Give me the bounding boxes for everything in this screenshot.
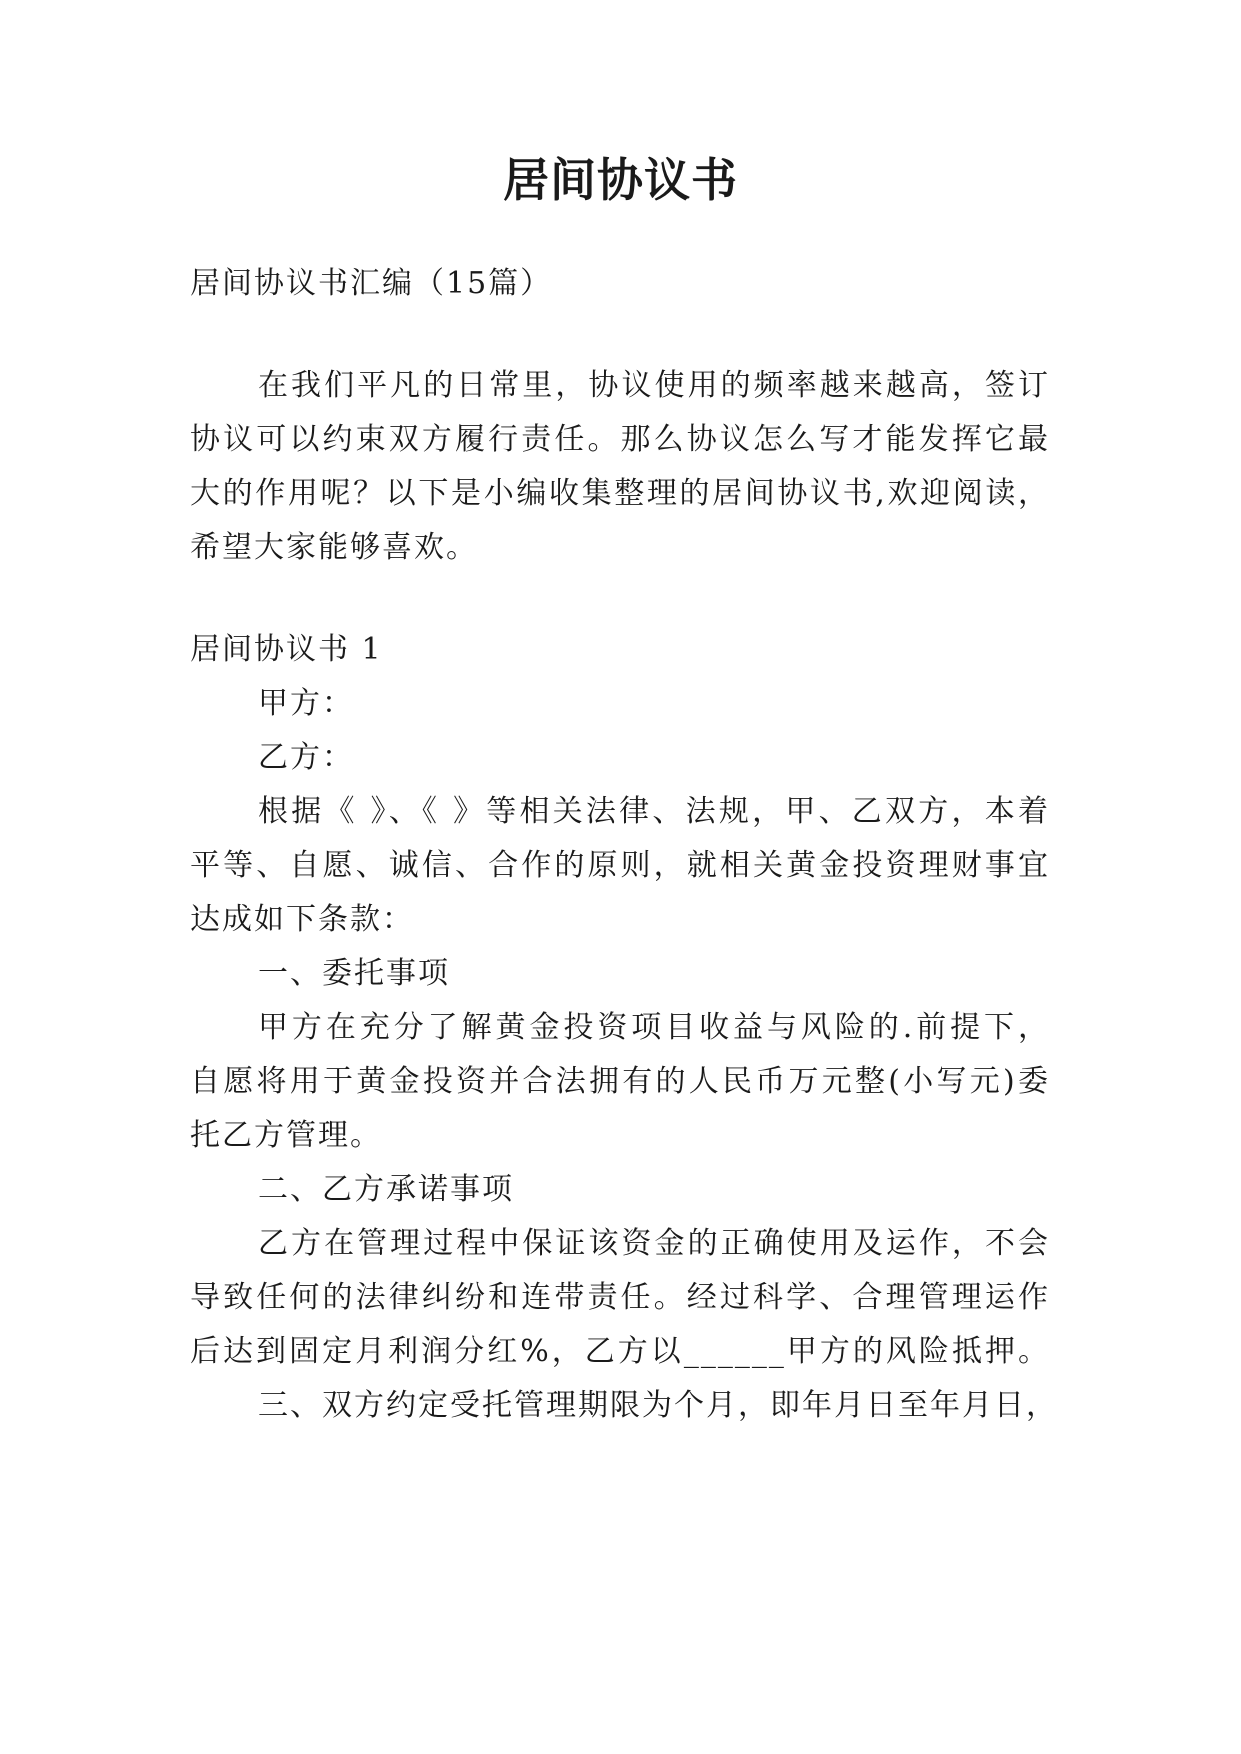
clause-body-line: 后达到固定月利润分红%，乙方以______甲方的风险抵押。 bbox=[190, 1334, 1050, 1369]
page-title: 居间协议书 bbox=[503, 153, 738, 207]
clause-body-line: 导致任何的法律纠纷和连带责任。经过科学、合理管理运作 bbox=[190, 1280, 1050, 1315]
party-a-label: 甲方： bbox=[258, 686, 354, 721]
preamble-line: 平等、自愿、诚信、合作的原则，就相关黄金投资理财事宜 bbox=[190, 848, 1050, 883]
intro-line: 大的作用呢？以下是小编收集整理的居间协议书,欢迎阅读， bbox=[190, 476, 1050, 511]
clause-body-line: 甲方在充分了解黄金投资项目收益与风险的.前提下， bbox=[258, 1010, 1050, 1045]
clause-heading: 一、委托事项 bbox=[258, 956, 450, 991]
section-heading: 居间协议书 1 bbox=[190, 632, 383, 667]
intro-line: 在我们平凡的日常里，协议使用的频率越来越高，签订 bbox=[258, 368, 1050, 403]
party-b-label: 乙方： bbox=[258, 740, 354, 775]
preamble-line: 达成如下条款： bbox=[190, 902, 414, 937]
preamble-line: 根据《 》、《 》等相关法律、法规，甲、乙双方，本着 bbox=[258, 794, 1050, 829]
clause-body-line: 乙方在管理过程中保证该资金的正确使用及运作，不会 bbox=[258, 1226, 1050, 1261]
clause-body-line: 托乙方管理。 bbox=[190, 1118, 382, 1153]
clause-heading: 二、乙方承诺事项 bbox=[258, 1172, 514, 1207]
document-subtitle: 居间协议书汇编（15篇） bbox=[190, 266, 553, 301]
intro-line: 希望大家能够喜欢。 bbox=[190, 530, 478, 565]
clause-body-line: 自愿将用于黄金投资并合法拥有的人民币万元整(小写元)委 bbox=[190, 1064, 1050, 1099]
clause-body-line: 三、双方约定受托管理期限为个月，即年月日至年月日， bbox=[258, 1388, 1058, 1423]
intro-line: 协议可以约束双方履行责任。那么协议怎么写才能发挥它最 bbox=[190, 422, 1050, 457]
